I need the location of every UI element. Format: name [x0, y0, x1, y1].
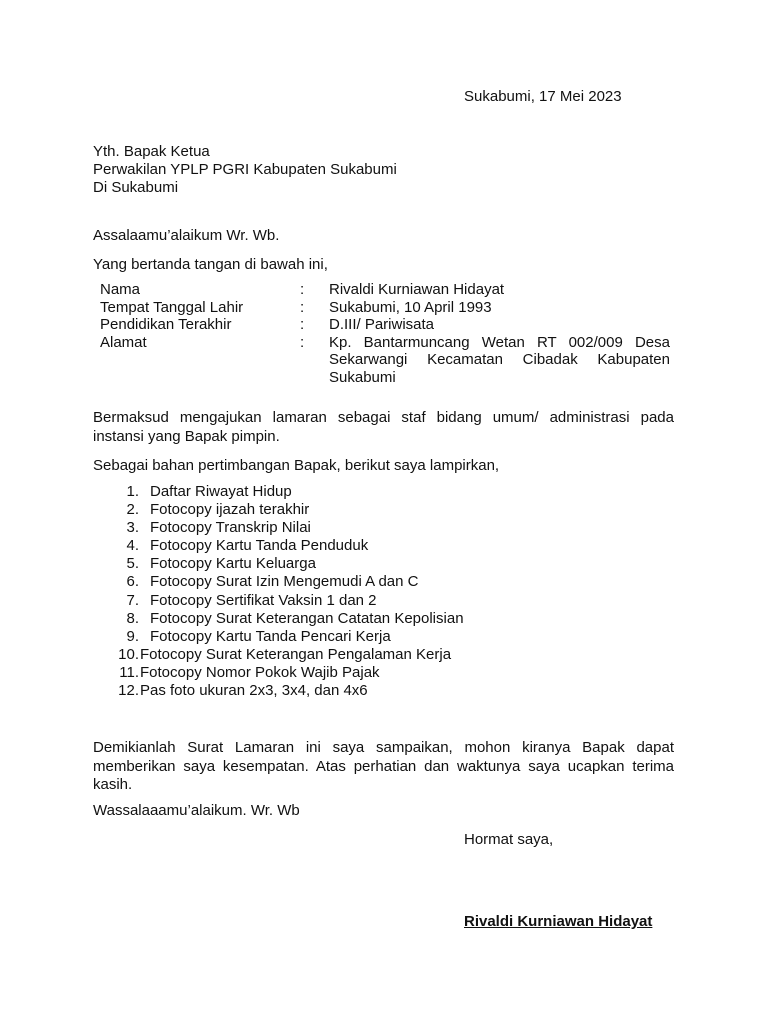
attachment-item	[112, 610, 464, 628]
biodata-table	[100, 281, 670, 386]
biodata-label: Tempat Tanggal Lahir	[100, 298, 244, 316]
biodata-value: Rivaldi Kurniawan Hidayat	[329, 281, 505, 298]
biodata-row	[100, 299, 670, 317]
purpose-paragraph: Bermaksud mengajukan lamaran sebagai staf bidang umum/ administrasi pada instansi yang Bapak pimpin.	[93, 409, 674, 445]
attachment-item	[112, 537, 464, 555]
attachment-text: Fotocopy ijazah terakhir	[150, 501, 310, 519]
biodata-row	[100, 281, 670, 299]
attachment-number: 7.	[126, 591, 139, 609]
attachment-item	[112, 483, 464, 501]
attachment-number: 6.	[126, 573, 139, 591]
closing-paragraph: Demikianlah Surat Lamaran ini saya sampaikan, mohon kiranya Bapak dapat memberikan saya kesempatan. Atas perhatian dan waktunya saya ucapkan terima kasih.	[93, 739, 674, 793]
greeting: Assalaamu’alaikum Wr. Wb.	[93, 227, 280, 244]
attachment-text: Daftar Riwayat Hidup	[150, 483, 292, 500]
regards: Hormat saya,	[464, 831, 554, 848]
farewell: Wassalaaamu’alaikum. Wr. Wb	[93, 802, 300, 819]
attachment-item	[112, 628, 464, 646]
attachment-text: Fotocopy Surat Keterangan Pengalaman Kerja	[140, 645, 452, 663]
signature-name: Rivaldi Kurniawan Hidayat	[464, 913, 653, 930]
biodata-value: Sukabumi, 10 April 1993	[329, 298, 492, 316]
attachment-text: Fotocopy Sertifikat Vaksin 1 dan 2	[150, 591, 377, 609]
attachment-text: Fotocopy Kartu Keluarga	[150, 555, 316, 573]
attachment-text: Fotocopy Kartu Tanda Penduduk	[150, 537, 369, 555]
attachment-number: 4.	[126, 537, 139, 555]
recipient-line-2: Perwakilan YPLP PGRI Kabupaten Sukabumi	[93, 161, 397, 178]
attachment-text: Fotocopy Transkrip Nilai	[150, 519, 311, 537]
attachments-list	[112, 483, 464, 700]
biodata-label: Nama	[100, 281, 141, 298]
attachment-number: 5.	[126, 555, 139, 573]
place-date: Sukabumi, 17 Mei 2023	[464, 88, 622, 105]
attachment-item	[112, 646, 464, 664]
biodata-value: D.III/ Pariwisata	[329, 316, 435, 333]
attachment-item	[112, 501, 464, 519]
biodata-colon: :	[300, 333, 305, 351]
biodata-row	[100, 334, 670, 387]
biodata-label: Alamat	[100, 333, 147, 351]
attachment-number: 11.	[119, 663, 139, 681]
attachment-item	[112, 682, 464, 700]
attachment-item	[112, 573, 464, 591]
attachment-number: 9.	[126, 627, 139, 645]
attachment-number: 10.	[118, 645, 139, 663]
intro-text: Yang bertanda tangan di bawah ini,	[93, 256, 328, 273]
attachment-number: 12.	[118, 682, 139, 700]
attachment-text: Fotocopy Surat Izin Mengemudi A dan C	[150, 573, 419, 591]
biodata-colon: :	[300, 298, 305, 316]
attachment-number: 1.	[126, 483, 139, 500]
biodata-label: Pendidikan Terakhir	[100, 316, 232, 333]
biodata-colon: :	[300, 316, 305, 333]
biodata-row	[100, 316, 670, 334]
attachment-item	[112, 592, 464, 610]
attachment-number: 2.	[126, 501, 139, 519]
attachment-text: Pas foto ukuran 2x3, 3x4, dan 4x6	[140, 682, 368, 700]
attachment-text: Fotocopy Surat Keterangan Catatan Kepolisian	[150, 609, 464, 627]
recipient-line-3: Di Sukabumi	[93, 179, 179, 196]
attachment-item	[112, 519, 464, 537]
attachment-text: Fotocopy Nomor Pokok Wajib Pajak	[140, 663, 380, 681]
attachment-item	[112, 555, 464, 573]
recipient-line-1: Yth. Bapak Ketua	[93, 143, 210, 160]
biodata-colon: :	[300, 281, 305, 298]
attachment-text: Fotocopy Kartu Tanda Pencari Kerja	[150, 627, 391, 645]
biodata-value: Kp. Bantarmuncang Wetan RT 002/009 Desa Sekarwangi Kecamatan Cibadak Kabupaten Sukabumi	[329, 333, 670, 386]
attachment-number: 3.	[126, 519, 139, 537]
attachment-number: 8.	[126, 609, 139, 627]
attachment-item	[112, 664, 464, 682]
attachments-intro: Sebagai bahan pertimbangan Bapak, berikut saya lampirkan,	[93, 457, 500, 474]
